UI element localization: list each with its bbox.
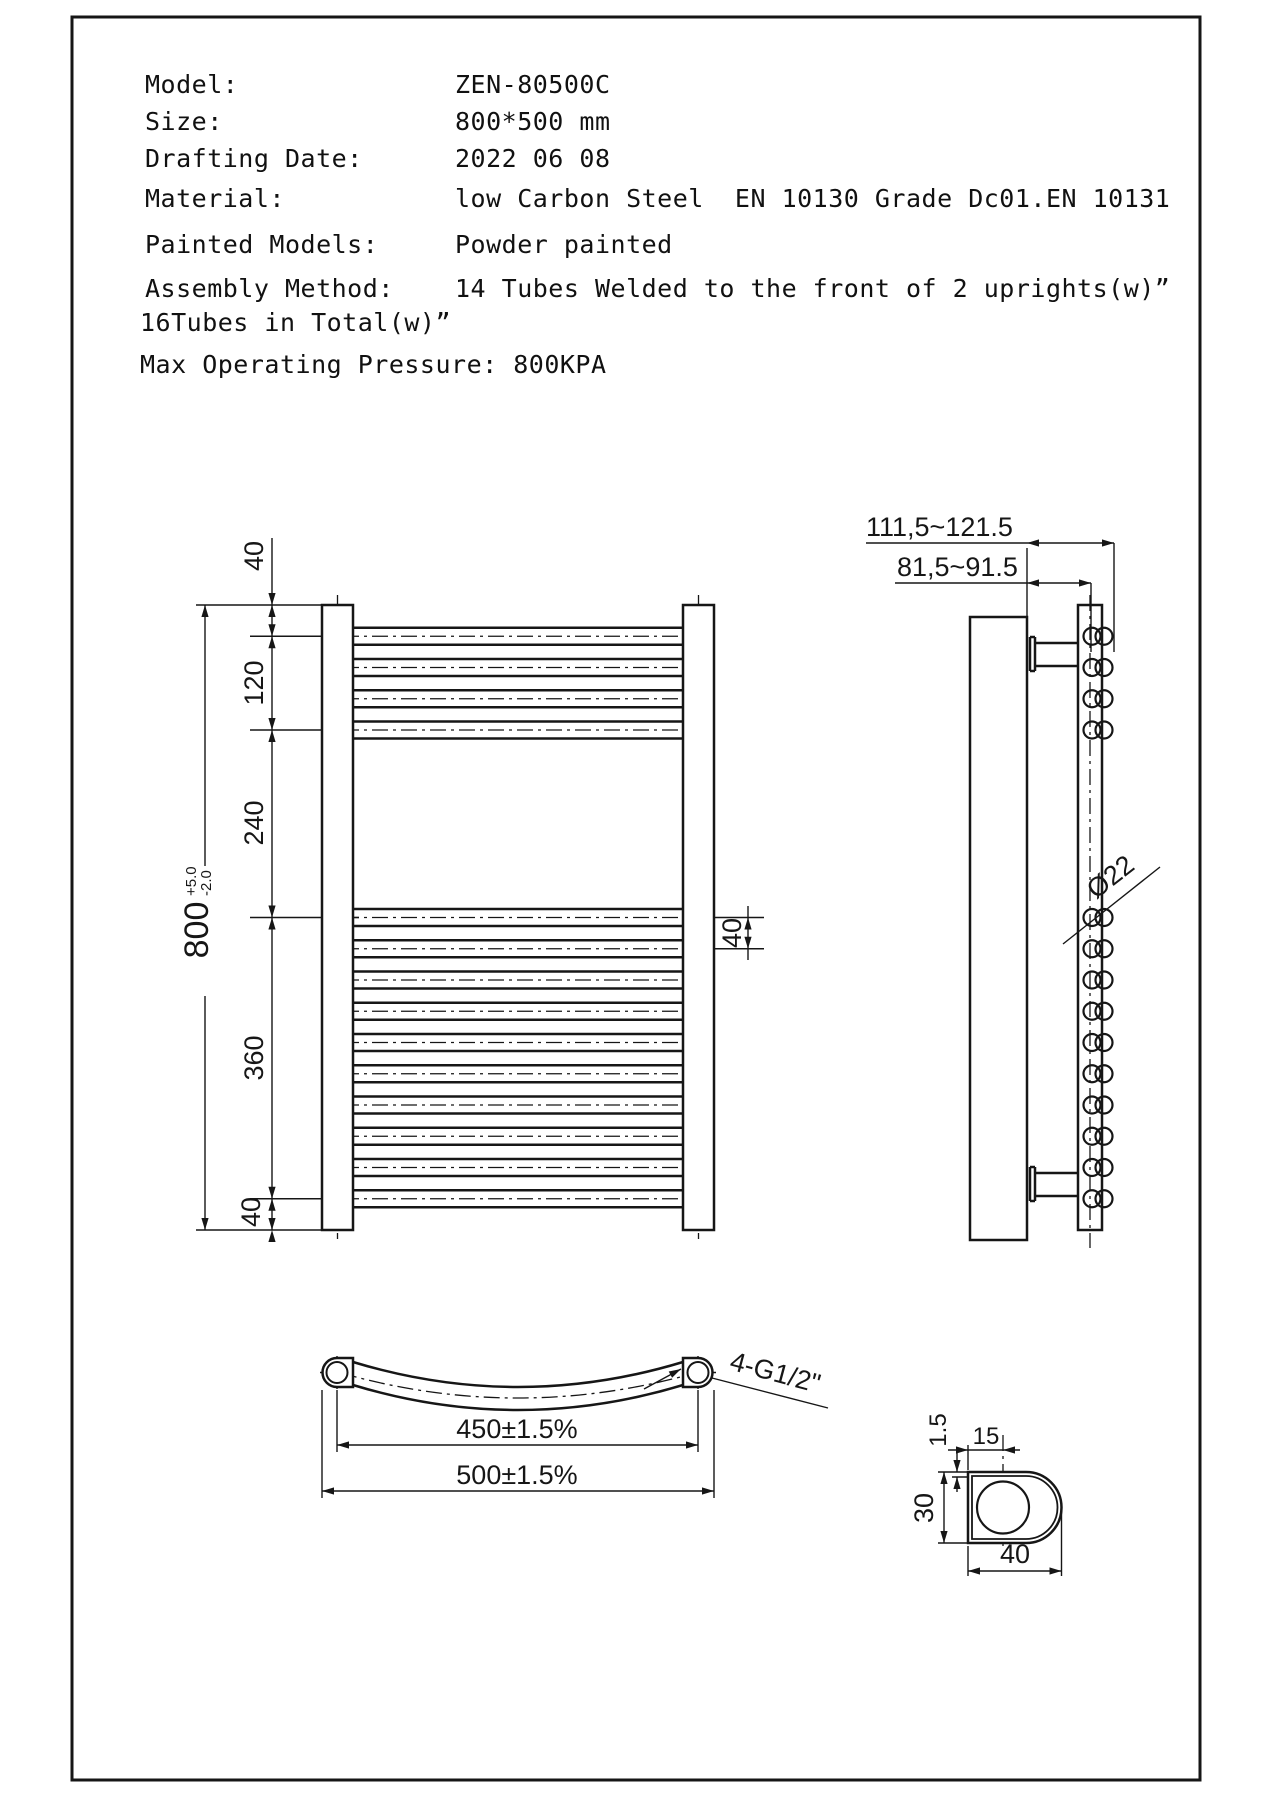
arrowhead bbox=[268, 1199, 275, 1211]
arrowhead bbox=[953, 1460, 960, 1472]
arrowhead bbox=[1027, 539, 1039, 546]
spec-label-model: Model: bbox=[145, 70, 239, 99]
side-dim-wall-to-center: 81,5~91.5 bbox=[897, 552, 1018, 582]
arrowhead bbox=[1003, 1446, 1015, 1453]
spec-label-paint: Painted Models: bbox=[145, 230, 379, 259]
side-tube-circle bbox=[1096, 1159, 1113, 1176]
arrowhead bbox=[1079, 579, 1091, 586]
arrowhead bbox=[201, 1218, 208, 1230]
front-dim-middle-gap: 240 bbox=[239, 800, 269, 846]
arrowhead bbox=[953, 1477, 960, 1489]
front-dim-bottom-offset: 40 bbox=[236, 1196, 266, 1228]
side-tube-circle bbox=[1096, 1065, 1113, 1082]
arrowhead bbox=[669, 1366, 683, 1378]
arrowhead bbox=[940, 1531, 947, 1543]
arrowhead bbox=[1050, 1567, 1062, 1574]
side-tube-circle bbox=[1096, 690, 1113, 707]
spec-line-tubes-total: 16Tubes in Total(w)” bbox=[140, 308, 452, 337]
spec-line-max-pressure: Max Operating Pressure: 800KPA bbox=[140, 350, 607, 379]
side-tube-circle bbox=[1096, 722, 1113, 739]
plan-view-dimensions bbox=[456, 1346, 823, 1490]
arrowhead bbox=[268, 1187, 275, 1199]
front-dim-tube-pitch: 40 bbox=[717, 917, 747, 949]
side-tube-circle bbox=[1096, 628, 1113, 645]
front-upright-left bbox=[322, 605, 353, 1230]
side-tube-circle bbox=[1096, 1034, 1113, 1051]
front-dim-height-tol-minus: -2.0 bbox=[198, 870, 215, 896]
plan-thread-label: 4-G1/2" bbox=[726, 1346, 824, 1399]
plan-tube-centerline bbox=[341, 1373, 695, 1398]
detail-profile-outer bbox=[968, 1472, 1062, 1543]
front-dim-top-offset: 40 bbox=[239, 540, 269, 572]
spec-label-assembly: Assembly Method: bbox=[145, 274, 394, 303]
arrowhead bbox=[268, 593, 275, 605]
arrowhead bbox=[940, 1472, 947, 1484]
side-wall bbox=[970, 617, 1027, 1240]
arrowhead bbox=[268, 624, 275, 636]
arrowhead bbox=[337, 1441, 349, 1448]
front-upright-right bbox=[683, 605, 714, 1230]
arrowhead bbox=[268, 636, 275, 648]
arrowhead bbox=[322, 1487, 334, 1494]
arrowhead bbox=[268, 906, 275, 918]
side-tube-circle bbox=[1096, 1190, 1113, 1207]
spec-label-size: Size: bbox=[145, 107, 223, 136]
plan-dim-overall-width: 500±1.5% bbox=[456, 1460, 578, 1490]
arrowhead bbox=[968, 1567, 980, 1574]
front-dim-lower-group: 360 bbox=[239, 1035, 269, 1081]
arrowhead bbox=[702, 1487, 714, 1494]
spec-value-size: 800*500 mm bbox=[455, 107, 611, 136]
detail-dim-profile-depth: 30 bbox=[909, 1492, 939, 1524]
side-tube-circle bbox=[1096, 972, 1113, 989]
spec-value-assembly: 14 Tubes Welded to the front of 2 uprights(w)” bbox=[455, 274, 1171, 303]
spec-value-material: low Carbon Steel EN 10130 Grade Dc01.EN 10131 bbox=[455, 184, 1171, 213]
spec-label-date: Drafting Date: bbox=[145, 144, 363, 173]
arrowhead bbox=[1027, 579, 1039, 586]
arrowhead bbox=[201, 605, 208, 617]
arrowhead bbox=[268, 1218, 275, 1230]
arrowhead bbox=[268, 918, 275, 930]
spec-value-date: 2022 06 08 bbox=[455, 144, 611, 173]
side-tube-circle bbox=[1096, 1003, 1113, 1020]
detail-dim-wall-thickness: 1.5 bbox=[925, 1413, 952, 1447]
arrowhead bbox=[1102, 539, 1114, 546]
side-dim-tube-diameter: Ø22 bbox=[1081, 849, 1140, 905]
spec-value-model: ZEN-80500C bbox=[455, 70, 611, 99]
spec-label-material: Material: bbox=[145, 184, 285, 213]
front-dim-height: 800 bbox=[178, 901, 216, 959]
side-tube-circle bbox=[1096, 940, 1113, 957]
arrowhead bbox=[268, 1230, 275, 1242]
front-dim-height-group bbox=[178, 866, 216, 958]
detail-dim-profile-width: 40 bbox=[999, 1539, 1031, 1569]
side-tube-circle bbox=[1096, 659, 1113, 676]
arrowhead bbox=[686, 1441, 698, 1448]
side-tube-circle bbox=[1096, 1097, 1113, 1114]
front-dim-height-tol-plus: +5.0 bbox=[183, 866, 200, 896]
spec-value-paint: Powder painted bbox=[455, 230, 673, 259]
side-dim-wall-to-front: 111,5~121.5 bbox=[866, 512, 1013, 542]
detail-dim-center-offset: 15 bbox=[972, 1423, 1000, 1450]
arrowhead bbox=[268, 605, 275, 617]
plan-dim-upright-centers: 450±1.5% bbox=[456, 1414, 578, 1444]
plan-tube-edge bbox=[353, 1362, 683, 1387]
front-dim-upper-group: 120 bbox=[239, 660, 269, 706]
arrowhead bbox=[268, 718, 275, 730]
side-tube-circle bbox=[1096, 1128, 1113, 1145]
arrowhead bbox=[956, 1446, 968, 1453]
arrowhead bbox=[268, 730, 275, 742]
